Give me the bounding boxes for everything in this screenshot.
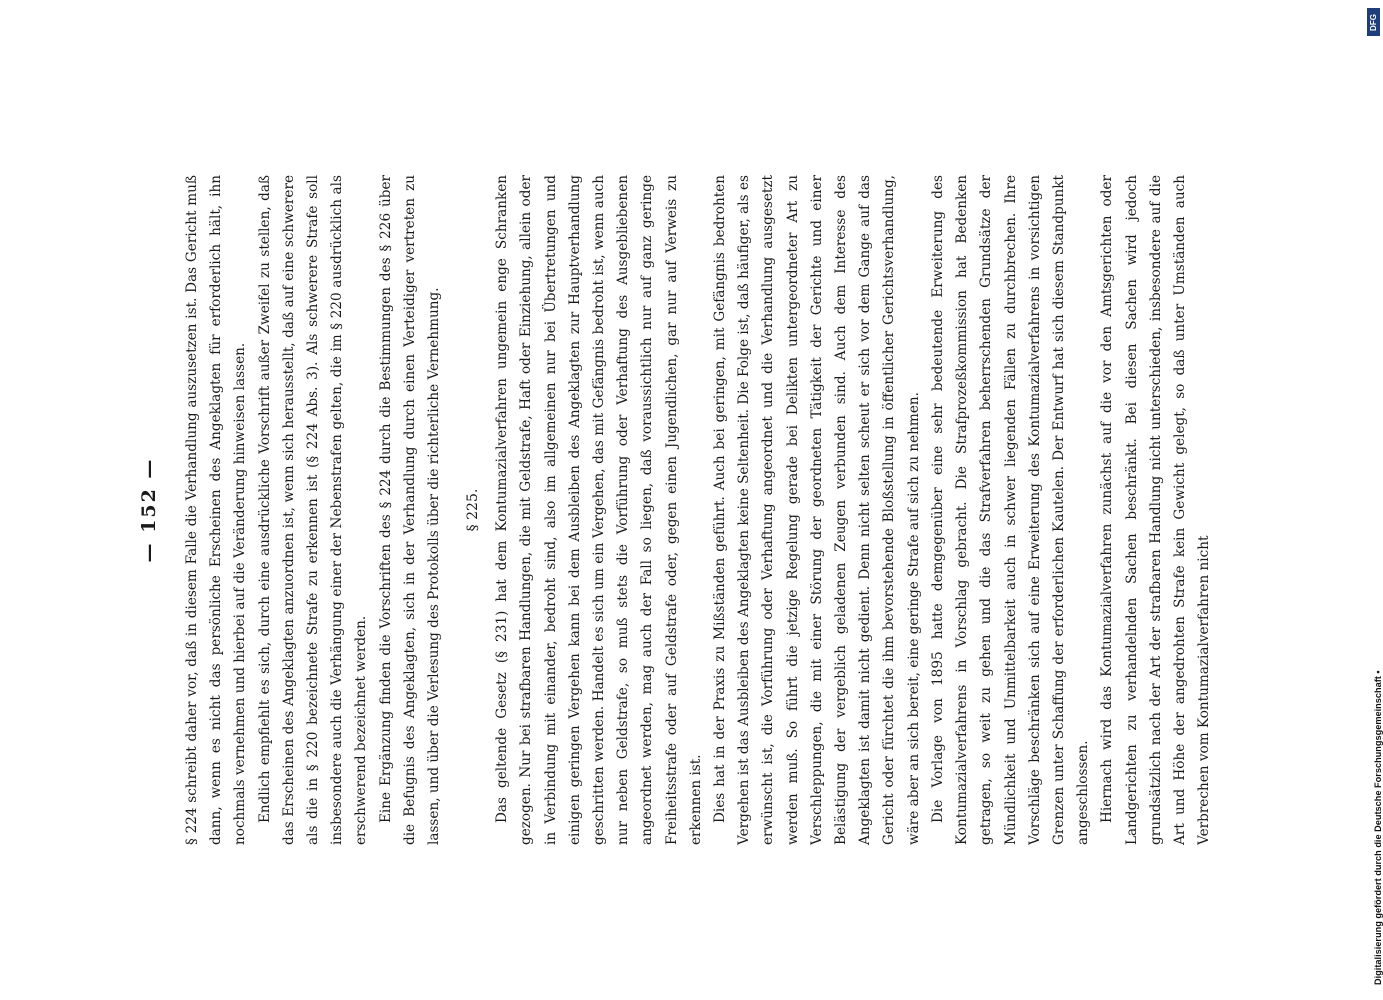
digitization-credit: Digitalisierung gefördert durch die Deutsche Forschungsgemeinschaft •	[1373, 670, 1383, 985]
paragraph: Dies hat in der Praxis zu Mißständen geführt. Auch bei geringen, mit Gefängnis bedrohten Vergehen ist das Ausbleiben des Angeklagten keine Seltenheit. Die Folge ist, daß häufiger, als es erwünscht ist, die Vorführung oder Verhaftung angeordnet und die Verhandlung ausgesetzt werden muß. So führt die jetzige Regelung gerade bei Delikten untergeordneter Art zu Verschleppungen, die mit einer Störung der geordneten Tätigkeit der Gerichte und einer Belästigung der vergeblich geladenen Zeugen verbunden sind. Auch dem Interesse des Angeklagten ist damit nicht gedient. Denn nicht selten scheut er sich vor dem Gange auf das Gericht oder fürchtet die ihm bevorstehende Bloßstellung in öffentlicher Gerichtsverhandlung, wäre aber an sich bereit, eine geringe Strafe auf sich zu nehmen.	[712, 175, 922, 845]
paragraph: Eine Ergänzung finden die Vorschriften des § 224 durch die Bestimmungen des § 226 über die Befugnis des Angeklagten, sich in der Verhandlung durch einen Verteidiger vertreten zu lassen, und über die Verlesung des Protokolls über die richterliche Vernehmung.	[377, 175, 443, 845]
paragraph: § 224 schreibt daher vor, daß in diesem Falle die Verhandlung auszusetzen ist. Das Gericht muß dann, wenn es nicht das persönliche Erscheinen des Angeklagten für erforderlich hält, ihn nochmals vernehmen und hierbei auf die Veränderung hinweisen lassen.	[184, 175, 249, 845]
page-content	[138, 175, 1270, 845]
paragraph: Hiernach wird das Kontumazialverfahren zunächst auf die vor den Amtsgerichten oder Landgerichten zu verhandelnden Sachen beschränkt. Bei diesen Sachen wird jedoch grundsätzlich nach der Art der strafbaren Handlung nicht unterschieden, insbesondere auf die Art und Höhe der angedrohten Strafe kein Gewicht gelegt, so daß unter Umständen auch Verbrechen vom Kontumazialverfahren nicht	[1099, 175, 1213, 845]
paragraph: Die Vorlage von 1895 hatte demgegenüber eine sehr bedeutende Erweiterung des Kontumazialverfahrens in Vorschlag gebracht. Die Strafprozeßkommission hat Bedenken getragen, so weit zu gehen und die das Strafverfahren beherrschenden Grundsätze der Mündlichkeit und Unmittelbarkeit auch in schwer liegenden Fällen zu durchbrechen. Ihre Vorschläge beschränken sich auf eine Erweiterung des Kontumazialverfahrens in vorsichtigen Grenzen unter Schaffung der erforderlichen Kautelen. Der Entwurf hat sich diesem Standpunkt angeschlossen.	[929, 175, 1092, 845]
section-heading: § 225.	[465, 488, 482, 532]
dfg-logo: DFG	[1367, 8, 1380, 36]
page-number: — 152 —	[138, 457, 160, 563]
paragraph: Das geltende Gesetz (§ 231) hat dem Kontumazialverfahren ungemein enge Schranken gezogen. Nur bei strafbaren Handlungen, die mit Geldstrafe, Haft oder Einziehung, allein oder in Verbindung mit einander, bedroht sind, also im allgemeinen nur bei Übertretungen und einigen geringen Vergehen kann bei dem Ausbleiben des Angeklagten zur Hauptverhandlung geschritten werden. Handelt es sich um ein Vergehen, das mit Gefängnis bedroht ist, wenn auch nur neben Geldstrafe, so muß stets die Vorführung oder Verhaftung des Ausgebliebenen angeordnet werden, mag auch der Fall so liegen, daß voraussichtlich nur auf ganz geringe Freiheitsstrafe oder auf Geldstrafe oder, gegen einen Jugendlichen, gar nur auf Verweis zu erkennen ist.	[494, 175, 704, 845]
paragraph: Endlich empfiehlt es sich, durch eine ausdrückliche Vorschrift außer Zweifel zu stellen, daß das Erscheinen des Angeklagten anzuordnen ist, wenn sich herausstellt, daß auf eine schwerere als die in § 220 bezeichnete Strafe zu erkennen ist (§ 224 Abs. 3). Als schwerere Strafe soll insbesondere auch die Verhängung einer der Nebenstrafen gelten, die im § 220 ausdrücklich als erschwerend bezeichnet werden.	[256, 175, 370, 845]
